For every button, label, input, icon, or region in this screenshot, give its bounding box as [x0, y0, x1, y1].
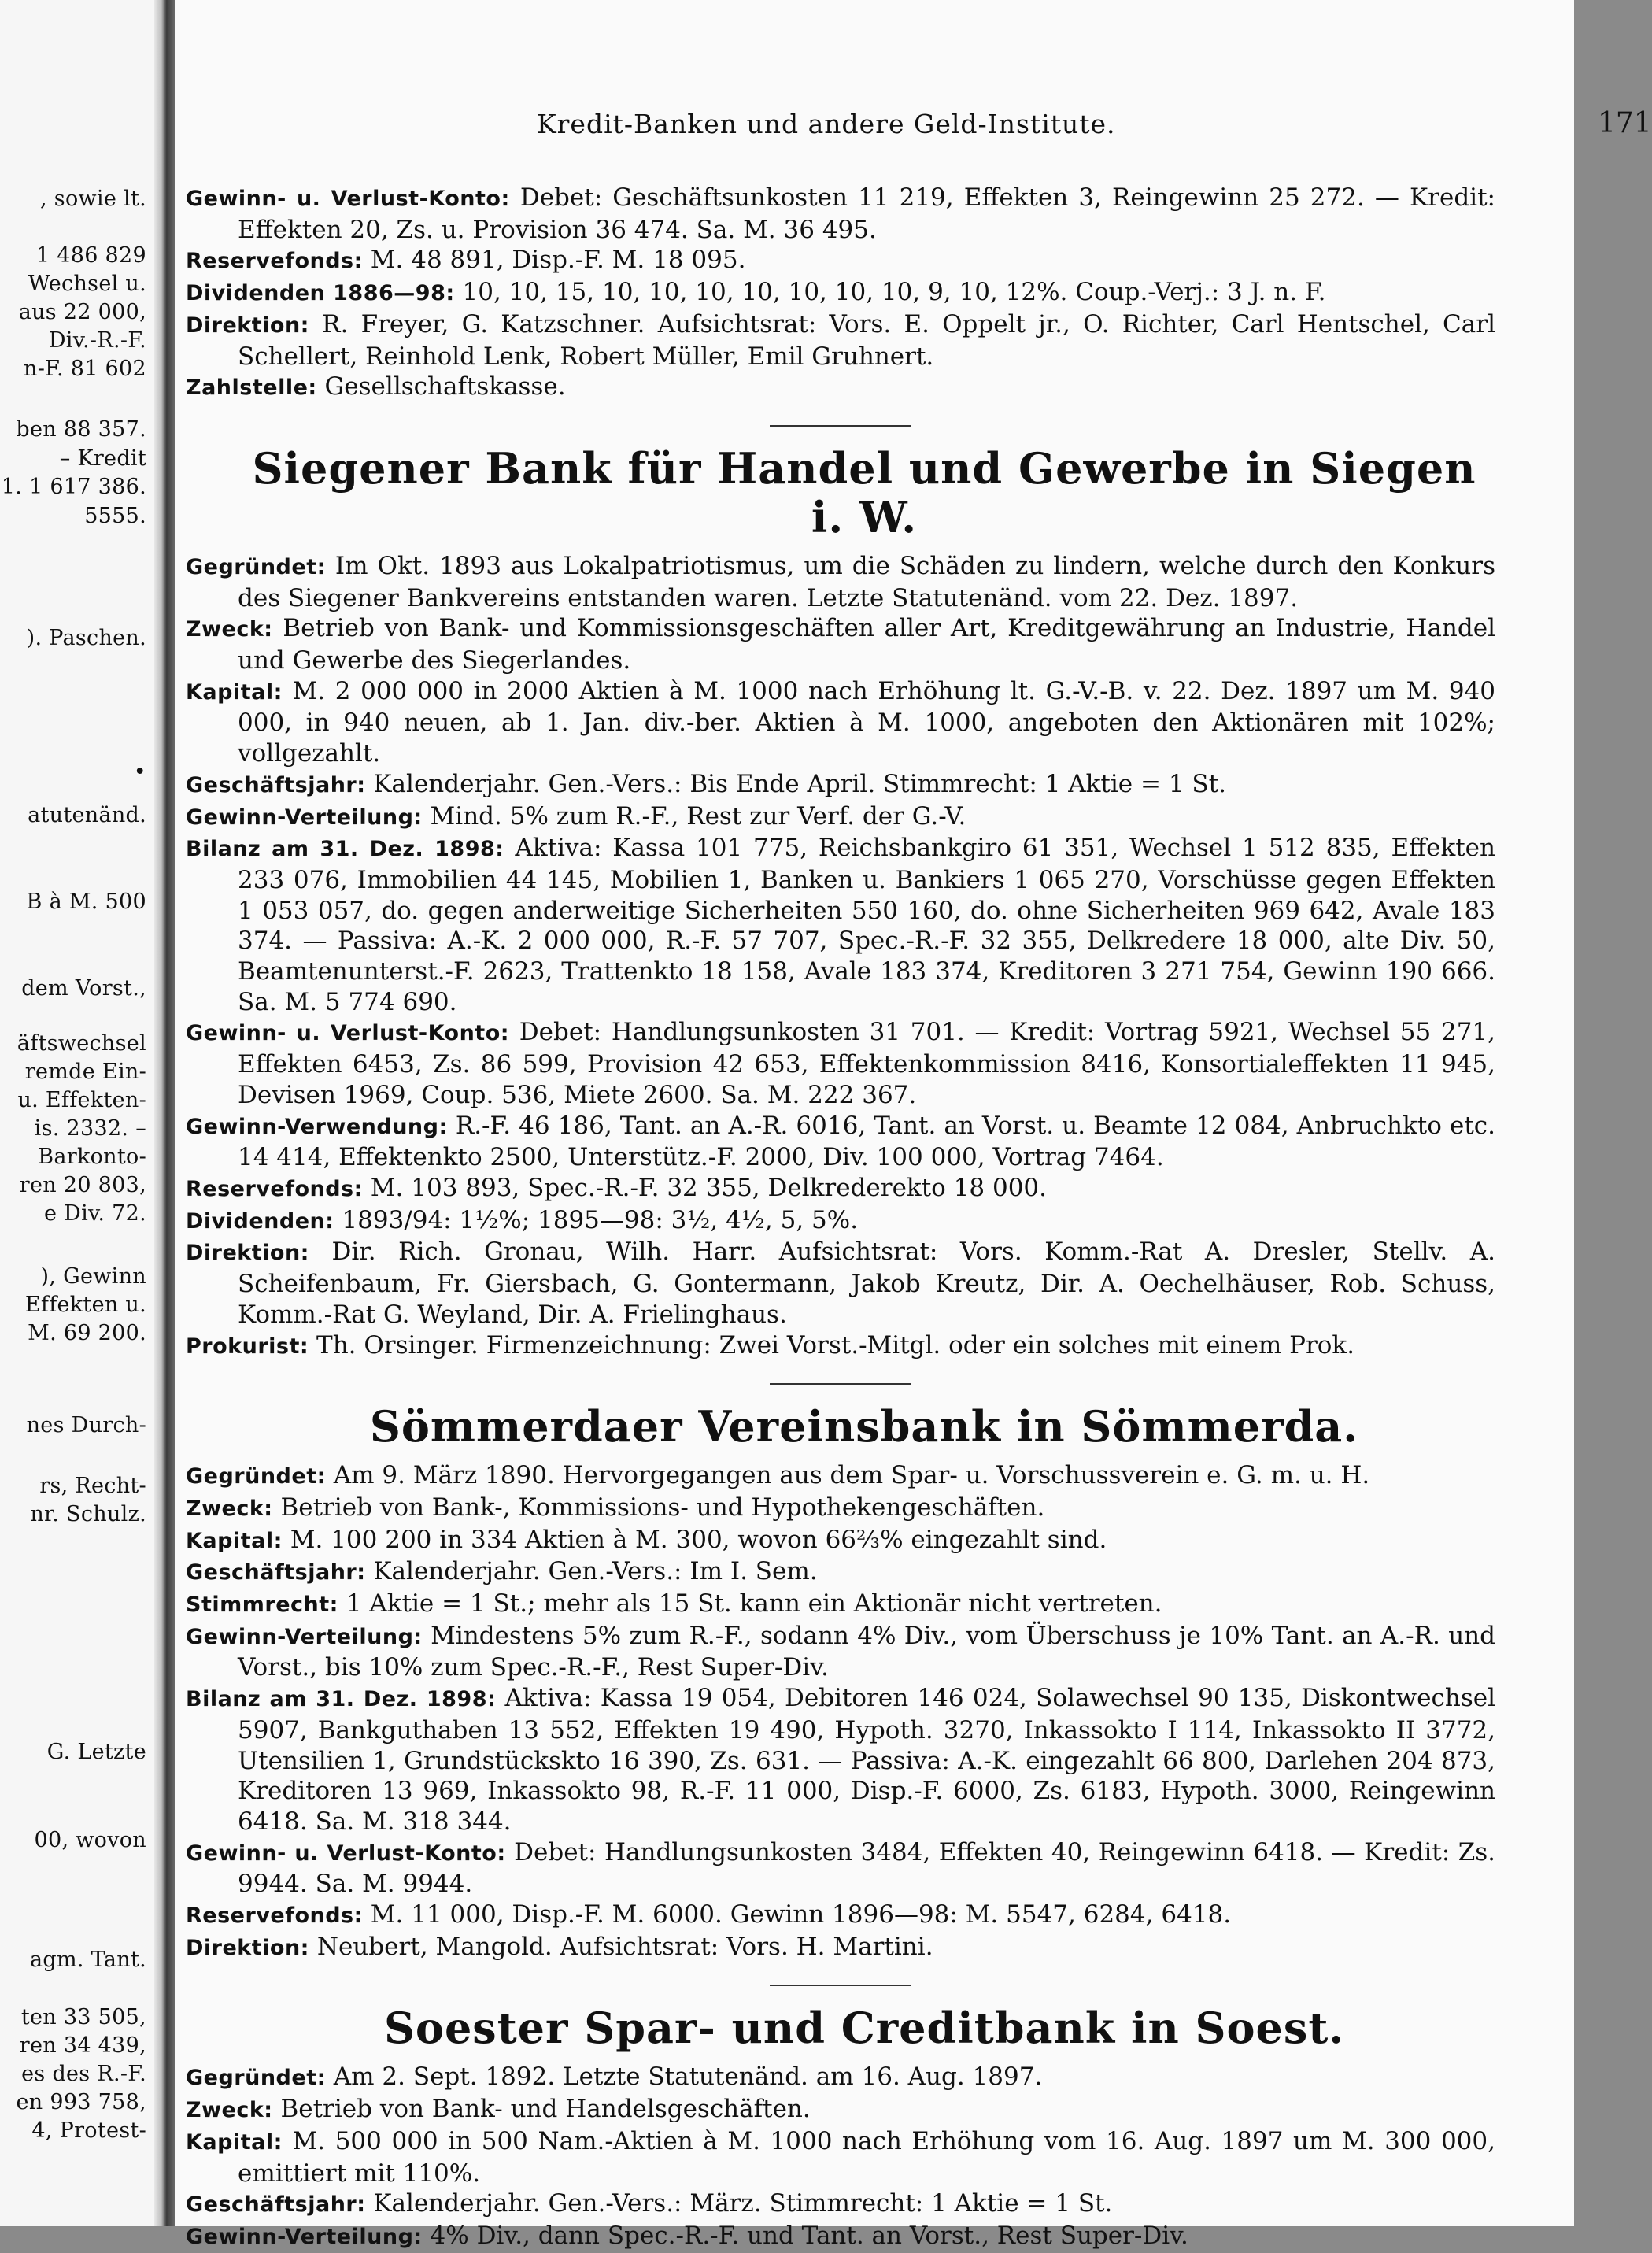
- entry-paragraph: [186, 769, 1495, 801]
- entry-label: Direktion:: [186, 313, 309, 338]
- entry-text: Aktiva: Kassa 101 775, Reichsbankgiro 61 351, Wechsel 1 512 835, Effekten 233 076, Immobilien 44 145, Mobilien 1, Banken u. Bankiers 1 065 270, Vorschüsse gegen Effekten 1 053 057, do. gegen anderweitige Sicherheiten 550 160, do. ohne Sicherheiten 969 642, Avale 183 374. — Passiva: A.-K. 2 000 000, R.-F. 57 707, Spec.-R.-F. 32 355, Delkredere 18 000, alte Div. 50, Beamtenunterst.-F. 2623, Trattenkto 18 158, Avale 183 374, Kreditoren 3 271 754, Gewinn 190 666. Sa. M. 5 774 690.: [238, 834, 1495, 1016]
- entry-text: M. 11 000, Disp.-F. M. 6000. Gewinn 1896—98: M. 5547, 6284, 6418.: [362, 1900, 1232, 1929]
- left-page-fragment: Wechsel u.: [28, 272, 146, 296]
- entry-label: Gewinn- u. Verlust-Konto:: [186, 187, 510, 211]
- left-page-fragment: Barkonto-: [38, 1145, 146, 1169]
- entry-paragraph: [186, 1237, 1495, 1330]
- entry-text: Kalenderjahr. Gen.-Vers.: Bis Ende April. Stimmrecht: 1 Aktie = 1 St.: [365, 769, 1226, 798]
- entry-text: Am 9. März 1890. Hervorgegangen aus dem Spar- u. Vorschussverein e. G. m. u. H.: [325, 1461, 1370, 1490]
- entry-paragraph: [186, 551, 1495, 613]
- entry-text: Betrieb von Bank- und Kommissionsgeschäften aller Art, Kreditgewährung an Industrie, Handel und Gewerbe des Siegerlandes.: [238, 614, 1495, 675]
- entry-label: Gegründet:: [186, 1464, 326, 1489]
- left-page-fragment: ), Gewinn: [40, 1264, 146, 1289]
- book-gutter: [154, 0, 175, 2226]
- left-page-fragment: ren 20 803,: [19, 1173, 146, 1197]
- left-page-fragment: rs, Recht-: [39, 1474, 146, 1498]
- entry-text: Debet: Geschäftsunkosten 11 219, Effekten 3, Reingewinn 25 272. — Kredit: Effekten 20, Zs. u. Provision 36 474. Sa. M. 36 495.: [238, 183, 1495, 244]
- entry-paragraph: [186, 309, 1495, 372]
- left-page-fragment: B à M. 500: [26, 890, 146, 914]
- left-page-fragment: ). Paschen.: [26, 626, 146, 650]
- left-page-fragment: äftswechsel: [17, 1031, 146, 1056]
- entry-paragraph: [186, 676, 1495, 769]
- bank-title: Sömmerdaer Vereinsbank in Sömmerda.: [369, 1401, 1359, 1452]
- entry-label: Zweck:: [186, 1496, 273, 1521]
- left-page-fragment: u. Effekten-: [17, 1088, 146, 1112]
- entry-label: Dividenden:: [186, 1208, 334, 1234]
- entry-paragraph: [186, 1900, 1495, 1932]
- entry-text: Betrieb von Bank-, Kommissions- und Hypothekengeschäften.: [272, 1493, 1045, 1522]
- left-page-fragment: 4, Protest-: [31, 2118, 146, 2143]
- entry-text: Mindestens 5% zum R.-F., sodann 4% Div., vom Überschuss je 10% Tant. an A.-R. und Vorst., bis 10% zum Spec.-R.-F., Rest Super-Div.: [238, 1621, 1495, 1682]
- left-page-fragment: es des R.-F.: [21, 2062, 146, 2086]
- entry-paragraph: [186, 245, 1495, 277]
- left-page-fragment: remde Ein-: [24, 1060, 146, 1084]
- entry-label: Gegründet:: [186, 554, 326, 579]
- entry-label: Geschäftsjahr:: [186, 772, 366, 797]
- entry-text: Mind. 5% zum R.-F., Rest zur Verf. der G.-V.: [422, 801, 966, 831]
- entry-text: R. Freyer, G. Katzschner. Aufsichtsrat: Vors. E. Oppelt jr., O. Richter, Carl Hentschel, Carl Schellert, Reinhold Lenk, Robert Müller, Emil Gruhnert.: [238, 309, 1495, 371]
- entry-label: Geschäftsjahr:: [186, 2192, 366, 2218]
- section-separator: [770, 1985, 911, 1986]
- left-page-fragment: agm. Tant.: [30, 1948, 146, 1972]
- entry-paragraph: [186, 372, 1495, 404]
- entry-paragraph: [186, 277, 1495, 309]
- left-page-fragment: 1 486 829: [35, 243, 146, 268]
- entry-text: M. 2 000 000 in 2000 Aktien à M. 1000 nach Erhöhung lt. G.-V.-B. v. 22. Dez. 1897 um M. 940 000, in 940 neuen, ab 1. Jan. div.-ber. Aktien à M. 1000, angeboten den Aktionären mit 102%; vollgezahlt.: [238, 676, 1495, 768]
- entry-paragraph: [186, 2094, 1495, 2126]
- entry-label: Stimmrecht:: [186, 1593, 338, 1618]
- entry-text: R.-F. 46 186, Tant. an A.-R. 6016, Tant. an Vorst. u. Beamte 12 084, Anbruchkto etc. 14 414, Effektenkto 2500, Unterstütz.-F. 2000, Div. 100 000, Vortrag 7464.: [238, 1111, 1495, 1172]
- left-page-fragment: dem Vorst.,: [21, 976, 146, 1001]
- running-head: Kredit-Banken und andere Geld-Institute.: [537, 109, 1116, 139]
- left-page-fragment: – Kredit: [59, 446, 146, 471]
- entry-text: Neubert, Mangold. Aufsichtsrat: Vors. H. Martini.: [309, 1932, 933, 1961]
- left-page-fragment: nr. Schulz.: [30, 1502, 146, 1526]
- entry-text: Debet: Handlungsunkosten 3484, Effekten 40, Reingewinn 6418. — Kredit: Zs. 9944. Sa. M. 9944.: [238, 1837, 1495, 1899]
- entry-paragraph: [186, 2221, 1495, 2253]
- entry-paragraph: [186, 1330, 1495, 1363]
- left-page-fragment: atutenänd.: [28, 803, 146, 827]
- entry-paragraph: [186, 1621, 1495, 1683]
- left-page-fragment: 5555.: [84, 504, 146, 528]
- right-page: [175, 0, 1652, 2250]
- left-page-fragment: M. 69 200.: [28, 1321, 146, 1345]
- entry-paragraph: [186, 2062, 1495, 2094]
- left-page-fragment: e Div. 72.: [44, 1201, 146, 1226]
- entry-paragraph: [186, 1556, 1495, 1589]
- entry-label: Gegründet:: [186, 2066, 326, 2091]
- entry-label: Gewinn-Verteilung:: [186, 1624, 423, 1649]
- entry-label: Zweck:: [186, 617, 273, 642]
- entry-text: 1893/94: 1½%; 1895—98: 3½, 4½, 5, 5%.: [334, 1205, 859, 1234]
- entry-label: Kapital:: [186, 1528, 283, 1553]
- entry-text: Aktiva: Kassa 19 054, Debitoren 146 024, Solawechsel 90 135, Diskontwechsel 5907, Bankguthaben 13 552, Effekten 19 490, Hypoth. 3270, Inkassokto I 114, Inkassokto II 3772, Utensilien 1, Grundstückskto 16 390, Zs. 631. — Passiva: A.-K. eingezahlt 66 800, Darlehen 204 873, Kreditoren 13 969, Inkassokto 98, R.-F. 11 000, Disp.-F. 6000, Zs. 6183, Hypoth. 3000, Reingewinn 6418. Sa. M. 318 344.: [238, 1684, 1496, 1836]
- entry-paragraph: [186, 183, 1495, 245]
- entry-text: Am 2. Sept. 1892. Letzte Statutenänd. am 16. Aug. 1897.: [325, 2062, 1043, 2092]
- entry-paragraph: [186, 1017, 1495, 1110]
- entry-label: Prokurist:: [186, 1334, 309, 1359]
- entry-label: Dividenden 1886—98:: [186, 281, 455, 306]
- entry-text: Betrieb von Bank- und Handelsgeschäften.: [272, 2095, 811, 2124]
- entry-label: Reservefonds:: [186, 1903, 363, 1929]
- left-page-fragment: Effekten u.: [24, 1293, 146, 1317]
- entry-text: 4% Div., dann Spec.-R.-F. und Tant. an Vorst., Rest Super-Div.: [422, 2221, 1188, 2250]
- left-page-fragment: ten 33 505,: [20, 2005, 146, 2029]
- entry-paragraph: [186, 1205, 1495, 1237]
- page-content: [186, 183, 1495, 2253]
- entry-label: Bilanz am 31. Dez. 1898:: [186, 1687, 497, 1712]
- left-page-fragment: •: [133, 760, 146, 784]
- entry-label: Kapital:: [186, 2129, 283, 2155]
- entry-label: Kapital:: [186, 679, 283, 705]
- entry-paragraph: [186, 1589, 1495, 1621]
- left-page-fragment: is. 2332. –: [34, 1116, 146, 1141]
- entry-text: M. 500 000 in 500 Nam.-Aktien à M. 1000 nach Erhöhung vom 16. Aug. 1897 um M. 300 000, emittiert mit 110%.: [238, 2126, 1495, 2188]
- entry-text: M. 48 891, Disp.-F. M. 18 095.: [362, 246, 746, 275]
- entry-label: Gewinn-Verteilung:: [186, 805, 423, 830]
- entry-label: Direktion:: [186, 1935, 309, 1960]
- entry-label: Gewinn-Verteilung:: [186, 2224, 423, 2249]
- section-separator: [770, 425, 911, 427]
- section-separator: [770, 1383, 911, 1385]
- entry-paragraph: [186, 1460, 1495, 1493]
- entry-text: Th. Orsinger. Firmenzeichnung: Zwei Vorst.-Mitgl. oder ein solches mit einem Prok.: [309, 1330, 1355, 1360]
- entry-paragraph: [186, 2126, 1495, 2188]
- entry-paragraph: [186, 1837, 1495, 1900]
- entry-label: Reservefonds:: [186, 249, 363, 274]
- left-page-fragment: ren 34 439,: [19, 2033, 146, 2058]
- entry-paragraph: [186, 1111, 1495, 1173]
- left-page-fragment: 00, wovon: [34, 1828, 146, 1852]
- left-page-fragment: G. Letzte: [46, 1740, 146, 1764]
- entry-paragraph: [186, 801, 1495, 834]
- left-page-fragment: n-F. 81 602: [24, 357, 146, 381]
- entry-text: 10, 10, 15, 10, 10, 10, 10, 10, 10, 10, 9, 10, 12%. Coup.-Verj.: 3 J. n. F.: [454, 278, 1326, 307]
- entry-label: Direktion:: [186, 1241, 309, 1266]
- entry-paragraph: [186, 1932, 1495, 1964]
- entry-text: Kalenderjahr. Gen.-Vers.: Im I. Sem.: [365, 1557, 818, 1586]
- entry-label: Zahlstelle:: [186, 376, 317, 401]
- left-page-fragment: aus 22 000,: [18, 300, 146, 324]
- entry-text: M. 100 200 in 334 Aktien à M. 300, wovon 66⅔% eingezahlt sind.: [282, 1525, 1107, 1554]
- page-number: 171: [1598, 107, 1652, 139]
- left-page-fragment: ben 88 357.: [16, 417, 146, 442]
- left-page-fragment: 1. 1 617 386.: [1, 475, 146, 499]
- bank-title: Siegener Bank für Handel und Gewerbe in Siegen i. W.: [252, 442, 1476, 542]
- entry-label: Zweck:: [186, 2098, 273, 2123]
- entry-paragraph: [186, 1683, 1495, 1837]
- entry-paragraph: [186, 1525, 1495, 1557]
- entry-label: Gewinn- u. Verlust-Konto:: [186, 1021, 510, 1046]
- entry-paragraph: [186, 1493, 1495, 1525]
- left-page-fragment: Div.-R.-F.: [48, 328, 146, 353]
- entry-label: Geschäftsjahr:: [186, 1560, 366, 1585]
- entry-label: Bilanz am 31. Dez. 1898:: [186, 837, 504, 862]
- left-page-fragment: , sowie lt.: [40, 187, 146, 211]
- entry-text: Kalenderjahr. Gen.-Vers.: März. Stimmrecht: 1 Aktie = 1 St.: [365, 2189, 1113, 2218]
- bank-title: Soester Spar- und Creditbank in Soest.: [383, 2003, 1345, 2054]
- entry-paragraph: [186, 1173, 1495, 1205]
- left-page-edge: [0, 0, 154, 2226]
- entry-paragraph: [186, 2188, 1495, 2221]
- entry-label: Gewinn- u. Verlust-Konto:: [186, 1841, 506, 1866]
- entry-text: Debet: Handlungsunkosten 31 701. — Kredit: Vortrag 5921, Wechsel 55 271, Effekten 6453, Zs. 86 599, Provision 42 653, Effektenkommission 8416, Konsortialeffekten 11 945, Devisen 1969, Coup. 536, Miete 2600. Sa. M. 222 367.: [238, 1018, 1495, 1109]
- entry-text: Dir. Rich. Gronau, Wilh. Harr. Aufsichtsrat: Vors. Komm.-Rat A. Dresler, Stellv. A. Scheifenbaum, Fr. Giersbach, G. Gontermann, Jakob Kreutz, Dir. A. Oechelhäuser, Rob. Schuss, Komm.-Rat G. Weyland, Dir. A. Frielinghaus.: [238, 1237, 1495, 1329]
- entry-text: M. 103 893, Spec.-R.-F. 32 355, Delkrederekto 18 000.: [362, 1173, 1047, 1202]
- entry-paragraph: [186, 613, 1495, 675]
- entry-text: Im Okt. 1893 aus Lokalpatriotismus, um die Schäden zu lindern, welche durch den Konkurs des Siegener Bankvereins entstanden waren. Letzte Statutenänd. vom 22. Dez. 1897.: [238, 551, 1495, 612]
- entry-label: Reservefonds:: [186, 1176, 363, 1201]
- left-page-fragment: en 993 758,: [16, 2090, 146, 2114]
- entry-label: Gewinn-Verwendung:: [186, 1114, 448, 1139]
- entry-text: Gesellschaftskasse.: [316, 372, 566, 401]
- entry-paragraph: [186, 833, 1495, 1017]
- left-page-fragment: nes Durch-: [26, 1413, 146, 1437]
- entry-text: 1 Aktie = 1 St.; mehr als 15 St. kann ein Aktionär nicht vertreten.: [338, 1589, 1162, 1619]
